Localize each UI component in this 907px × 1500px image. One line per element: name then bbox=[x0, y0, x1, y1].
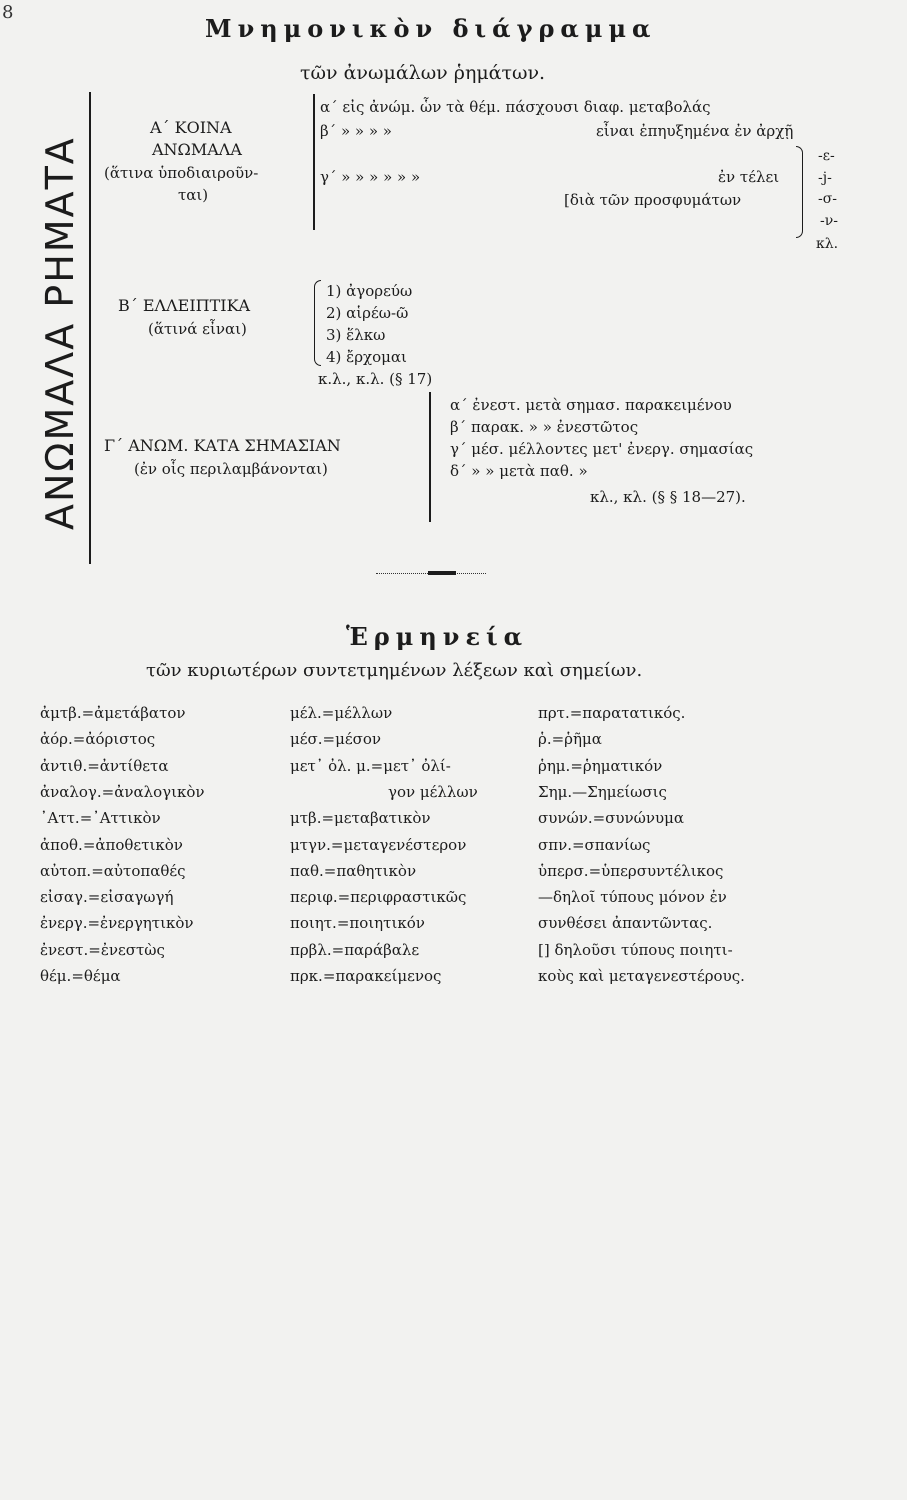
group-b-footer: κ.λ., κ.λ. (§ 17) bbox=[318, 370, 433, 388]
legend-col1-entry: ἐνεστ.=ἐνεστὼς bbox=[40, 940, 165, 959]
legend-col3-entry: [] δηλοῦσι τύπους ποιητι- bbox=[538, 940, 733, 959]
group-c-bracket bbox=[429, 392, 431, 522]
legend-col3-entry: ὑπερσ.=ὑπερσυντέλικος bbox=[538, 861, 724, 880]
group-b-note: (ἅτινά εἶναι) bbox=[148, 320, 247, 338]
legend-col1-entry: ἀναλογ.=ἀναλογικὸν bbox=[40, 782, 205, 801]
legend-col3-entry: συνθέσει ἀπαντῶντας. bbox=[538, 914, 713, 933]
legend-col1-entry: ἀποθ.=ἀποθετικὸν bbox=[40, 835, 183, 854]
group-c-heading: Γ΄ ΑΝΩΜ. ΚΑΤΑ ΣΗΜΑΣΙΑΝ bbox=[104, 436, 341, 455]
legend-col2-entry: πρβλ.=παράβαλε bbox=[290, 940, 420, 959]
legend-col3-entry: ῥημ.=ῥηματικόν bbox=[538, 756, 663, 775]
legend-title: Ἑρμηνεία bbox=[346, 622, 529, 651]
legend-col1-entry: ἀόρ.=ἀόριστος bbox=[40, 730, 156, 749]
legend-col3-entry: Σημ.—Σημείωσις bbox=[538, 782, 667, 801]
suffix-e: -ε- bbox=[818, 148, 835, 164]
legend-col1-entry: αὐτοπ.=αὐτοπαθές bbox=[40, 861, 186, 880]
legend-col2-entry: μτβ.=μεταβατικὸν bbox=[290, 809, 431, 828]
legend-subtitle: τῶν κυριωτέρων συντετμημένων λέξεων καὶ σημείων. bbox=[146, 660, 643, 681]
legend-col2-entry: ποιητ.=ποιητικόν bbox=[290, 914, 425, 933]
group-b-item-1: 1) ἀγορεύω bbox=[326, 282, 413, 300]
legend-col3-entry: σπν.=σπανίως bbox=[538, 835, 651, 854]
group-b-bracket bbox=[314, 280, 321, 366]
margin-mark: 8 bbox=[2, 2, 14, 23]
group-a-row-c-label: γ΄ » » » » » » bbox=[320, 168, 421, 186]
side-rule bbox=[89, 92, 91, 564]
group-a-row-b-label: β΄ » » » » bbox=[320, 122, 392, 140]
suffix-s: -σ- bbox=[818, 191, 838, 207]
group-a-row-b-text: εἶναι ἐπηυξημένα ἐν ἀρχῇ bbox=[596, 122, 794, 140]
group-a-note: (ἅτινα ὑποδιαιροῦν- bbox=[104, 164, 259, 182]
diagram-subtitle: τῶν ἀνωμάλων ῥημάτων. bbox=[300, 62, 546, 84]
legend-col2-entry: μέσ.=μέσον bbox=[290, 730, 382, 749]
suffix-n: -ν- bbox=[820, 213, 838, 229]
legend-col1-entry: ἐνεργ.=ἐνεργητικὸν bbox=[40, 914, 194, 933]
group-c-footer: κλ., κλ. (§ § 18—27). bbox=[590, 488, 746, 506]
diagram-title: Μνημονικὸν διάγραμμα bbox=[205, 14, 657, 43]
group-c-note: (ἐν οἷς περιλαμβάνονται) bbox=[134, 460, 328, 478]
suffix-j: -j- bbox=[818, 170, 832, 186]
group-a-row-a: α΄ εἰς ἀνώμ. ὧν τὰ θέμ. πάσχουσι διαφ. μεταβολάς bbox=[320, 98, 711, 116]
legend-col2-entry: μέλ.=μέλλων bbox=[290, 704, 393, 722]
group-b-item-4: 4) ἔρχομαι bbox=[326, 348, 407, 366]
group-a-row-d: [διὰ τῶν προσφυμάτων bbox=[564, 191, 742, 209]
group-c-row-c: γ΄ μέσ. μέλλοντες μετ' ἐνεργ. σημασίας bbox=[450, 440, 754, 458]
group-c-row-d: δ΄ » » μετὰ παθ. » bbox=[450, 462, 588, 480]
legend-col3-entry: πρτ.=παρατατικός. bbox=[538, 704, 686, 722]
group-a-heading: Α΄ ΚΟΙΝΑ bbox=[150, 118, 232, 137]
side-label: ΑΝΩΜΑΛΑ ΡΗΜΑΤΑ bbox=[38, 136, 82, 530]
suffix-kl: κλ. bbox=[816, 236, 839, 252]
legend-col3-entry: ῥ.=ῥῆμα bbox=[538, 730, 602, 749]
section-divider-mark bbox=[428, 571, 456, 575]
group-b-heading: Β΄ ΕΛΛΕΙΠΤΙΚΑ bbox=[118, 296, 251, 315]
legend-col3-entry: —δηλοῖ τύπους μόνον ἐν bbox=[538, 888, 727, 907]
legend-col2-entry: γον μέλλων bbox=[388, 782, 478, 801]
legend-col1-entry: ᾿Αττ.=᾿Αττικὸν bbox=[40, 809, 161, 828]
legend-col1-entry: ἀντιθ.=ἀντίθετα bbox=[40, 756, 169, 775]
group-c-row-a: α΄ ἐνεστ. μετὰ σημασ. παρακειμένου bbox=[450, 396, 732, 414]
group-a-note-2: ται) bbox=[178, 186, 209, 204]
suffix-brace bbox=[796, 146, 803, 238]
group-c-row-b: β΄ παρακ. » » ἐνεστῶτος bbox=[450, 418, 639, 436]
group-a-heading-2: ΑΝΩΜΑΛΑ bbox=[152, 140, 242, 159]
legend-col2-entry: περιφ.=περιφραστικῶς bbox=[290, 888, 467, 907]
legend-col1-entry: εἰσαγ.=εἰσαγωγή bbox=[40, 888, 174, 907]
legend-col1-entry: θέμ.=θέμα bbox=[40, 967, 121, 985]
group-b-item-3: 3) ἕλκω bbox=[326, 326, 386, 344]
legend-col1-entry: ἀμτβ.=ἀμετάβατον bbox=[40, 704, 186, 722]
legend-col2-entry: μετ᾿ ὀλ. μ.=μετ᾿ ὀλί- bbox=[290, 756, 451, 775]
group-a-row-c-text: ἐν τέλει bbox=[718, 168, 780, 186]
group-b-item-2: 2) αἱρέω-ῶ bbox=[326, 304, 409, 322]
legend-col2-entry: παθ.=παθητικὸν bbox=[290, 861, 417, 880]
legend-col2-entry: μτγν.=μεταγενέστερον bbox=[290, 835, 467, 854]
group-a-bracket bbox=[313, 94, 315, 230]
legend-col3-entry: συνών.=συνώνυμα bbox=[538, 809, 684, 828]
legend-col2-entry: πρκ.=παρακείμενος bbox=[290, 967, 442, 985]
legend-col3-entry: κοὺς καὶ μεταγενεστέρους. bbox=[538, 967, 745, 985]
